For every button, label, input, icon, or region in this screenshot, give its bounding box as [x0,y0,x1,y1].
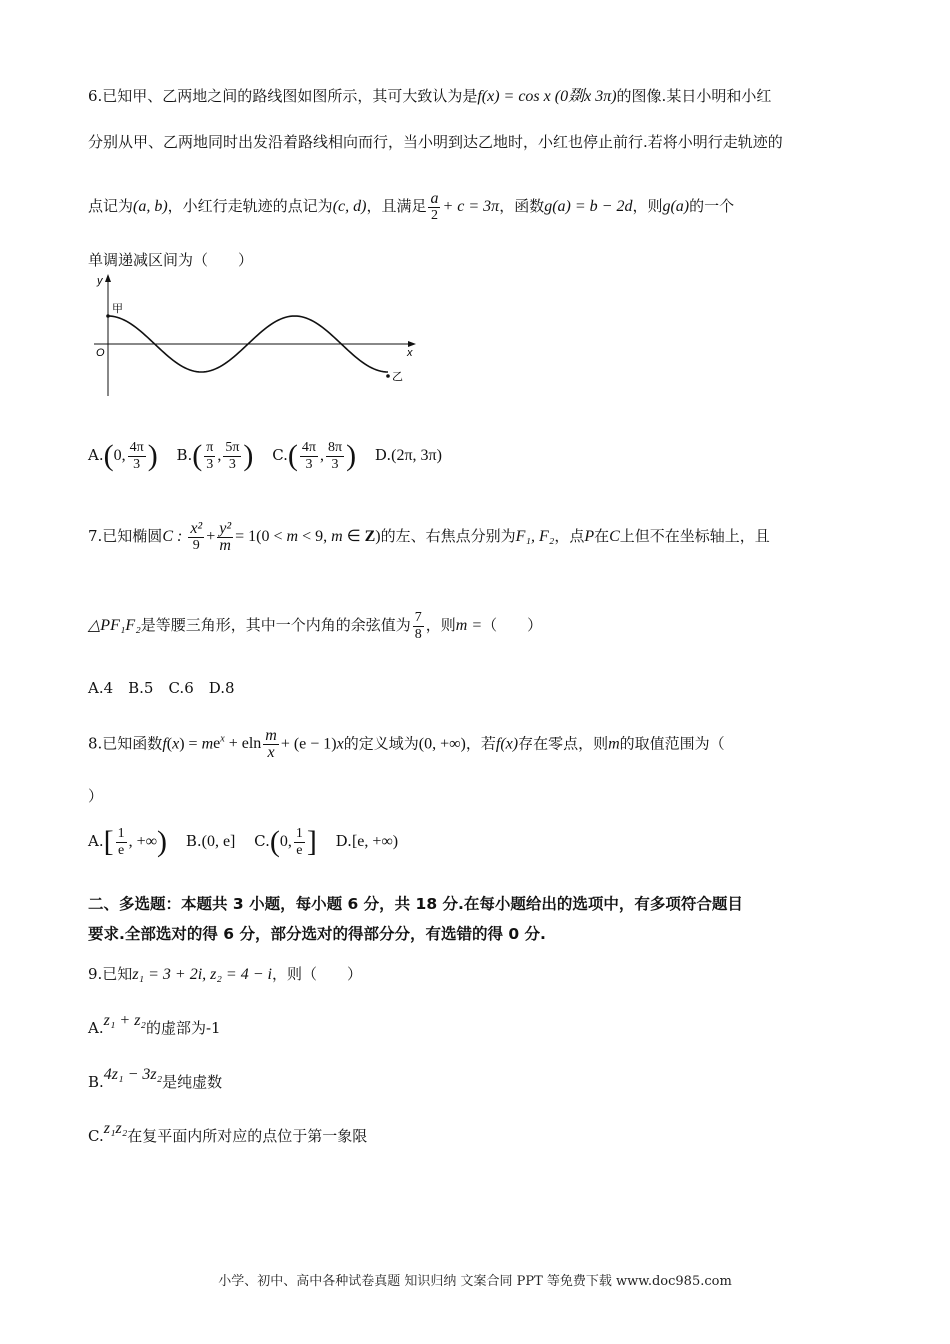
q6-option-a: A.(0, $\frac{4\pi}{3}$ ) [88,439,158,472]
q7-line1: 7.已知椭圆C : $\frac{\text{x²}}{9}$ + $\frac{\text{y²}}{m}$ = 1(0 < m < 9, m ∈ Z)的左、右焦点分别为F₁, F₂，点P在C上但不在坐标轴上，且 [88,519,770,554]
q6-line4: 单调递减区间为（ ） [88,251,254,269]
q9-option-c: C.z₁z₂在复平面内所对应的点位于第一象限 [88,1120,368,1145]
q6-option-b: B.( $\frac{\pi}{3}$ , $\frac{5\pi}{3}$ ) [176,439,254,472]
q8-m: m [608,735,620,753]
q6-text: ，则 [632,197,663,215]
q7-m: m = [455,617,483,634]
q7-ellipse-c: C [609,528,620,545]
q6-ga: g(a) [662,198,690,215]
q8-intro: 8.已知函数 [88,734,163,753]
q7-text: ，则 [425,616,456,634]
start-label: 甲 [112,303,123,315]
q6-line2: 分别从甲、乙两地同时出发沿着路线相向而行，当小明到达乙地时，小红也停止前行.若将小明行走轨迹的 [88,133,783,151]
q6-g-function: g(a) = b − 2d [544,198,633,215]
q6-options [88,432,456,478]
q7-line2 [88,603,542,647]
q8-line2: ） [88,787,104,805]
q8-option-c: C.(0, $\frac{1}{e}$ ] [254,825,317,858]
page-footer: 小学、初中、高中各种试卷真题 知识归纳 文案合同 PPT 等免费下载 www.doc985.com [218,1274,732,1289]
q7-foci: F₁, F₂ [515,528,555,545]
q7-options: A.4 B.5 C.6 D.8 [88,679,235,697]
x-axis-label: x [407,347,413,359]
q8-option-d: D.[e, +∞) [335,832,399,850]
q6-text: 的一个 [689,197,735,215]
q6-text: ，函数 [499,197,545,215]
q6-text: ，小红行走轨迹的点记为 [167,197,333,215]
q7-text: 是等腰三角形，其中一个内角的余弦值为 [140,616,411,634]
q6-option-c: C.( $\frac{4\pi}{3}$ , $\frac{8\pi}{3}$ ) [272,439,357,472]
q6-condition-fraction: $\frac{a}{2}$ [430,189,439,223]
q7-cos-fraction: $\frac{7}{8}$ [414,609,422,642]
start-point [106,314,110,318]
q6-condition: + c = 3π [442,198,500,215]
q8-text: 的取值范围为（ [619,734,725,753]
q7-text: （ ） [482,616,543,634]
section2-heading-line2: 要求.全部选对的得 6 分，部分选对的得部分分，有选错的得 0 分. [88,925,546,943]
q9-line1 [88,964,362,985]
q9-text: ，则（ ） [271,965,362,983]
q7-triangle: △PF₁F₂ [88,617,141,634]
end-label: 乙 [392,371,403,383]
q9-intro: 9.已知 [88,965,133,983]
q6-text: 点记为 [88,197,134,215]
q6-text: 的图像.某日小明和小红 [616,87,772,105]
q7-intro: 7.已知椭圆 [88,527,163,545]
q7-text: 的左、右焦点分别为 [380,527,516,545]
q6-text: ，且满足 [366,197,427,215]
q9-option-a: A.z₁ + z₂的虚部为-1 [88,1012,221,1037]
q8-text: 存在零点，则 [518,734,609,753]
q8-text: 的定义域为 [343,734,419,753]
q8-options [88,818,412,864]
q8-domain: (0, +∞) [418,735,466,753]
q6-route-graph [88,272,428,402]
end-point [386,374,390,378]
y-axis-label: y [97,275,103,287]
q8-fx: f(x) [495,735,519,753]
q6-point-cd: (c, d) [332,198,367,215]
q7-text: 上但不在坐标轴上，且 [619,527,770,545]
q7-text: ，点 [554,527,585,545]
q9-equation: z₁ = 3 + 2i, z₂ = 4 − i [132,966,272,983]
q9-option-b: B.4z₁ − 3z₂是纯虚数 [88,1066,223,1091]
origin-label: O [96,347,105,359]
q8-option-b: B.(0, e] [185,832,236,850]
q7-point-p: P [584,528,595,545]
q8-text: ，若 [465,734,496,753]
q8-option-a: A.[ $\frac{1}{e}$ , +∞) [88,825,168,858]
q6-line1 [88,86,771,107]
q6-line3 [88,186,734,226]
q6-option-d: D.(2π, 3π) [374,446,442,464]
q6-point-ab: (a, b) [133,198,168,215]
q6-intro: 6.已知甲、乙两地之间的路线图如图所示，其可大致认为是 [88,87,478,105]
y-axis-arrow [105,274,111,282]
section2-heading-line1: 二、多选题：本题共 3 小题，每小题 6 分，共 18 分.在每小题给出的选项中，有多项符合题目 [88,895,743,913]
q8-line1: 8.已知函数$f(x) = me^x + eln$ $\frac{m}{x}$ + (e − 1)x的定义域为(0, +∞)，若f(x)存在零点，则m的取值范围为（ [88,726,725,761]
q7-text: 在 [594,527,610,545]
q6-function: f(x) = cos x (0剟x 3π) [477,88,617,105]
